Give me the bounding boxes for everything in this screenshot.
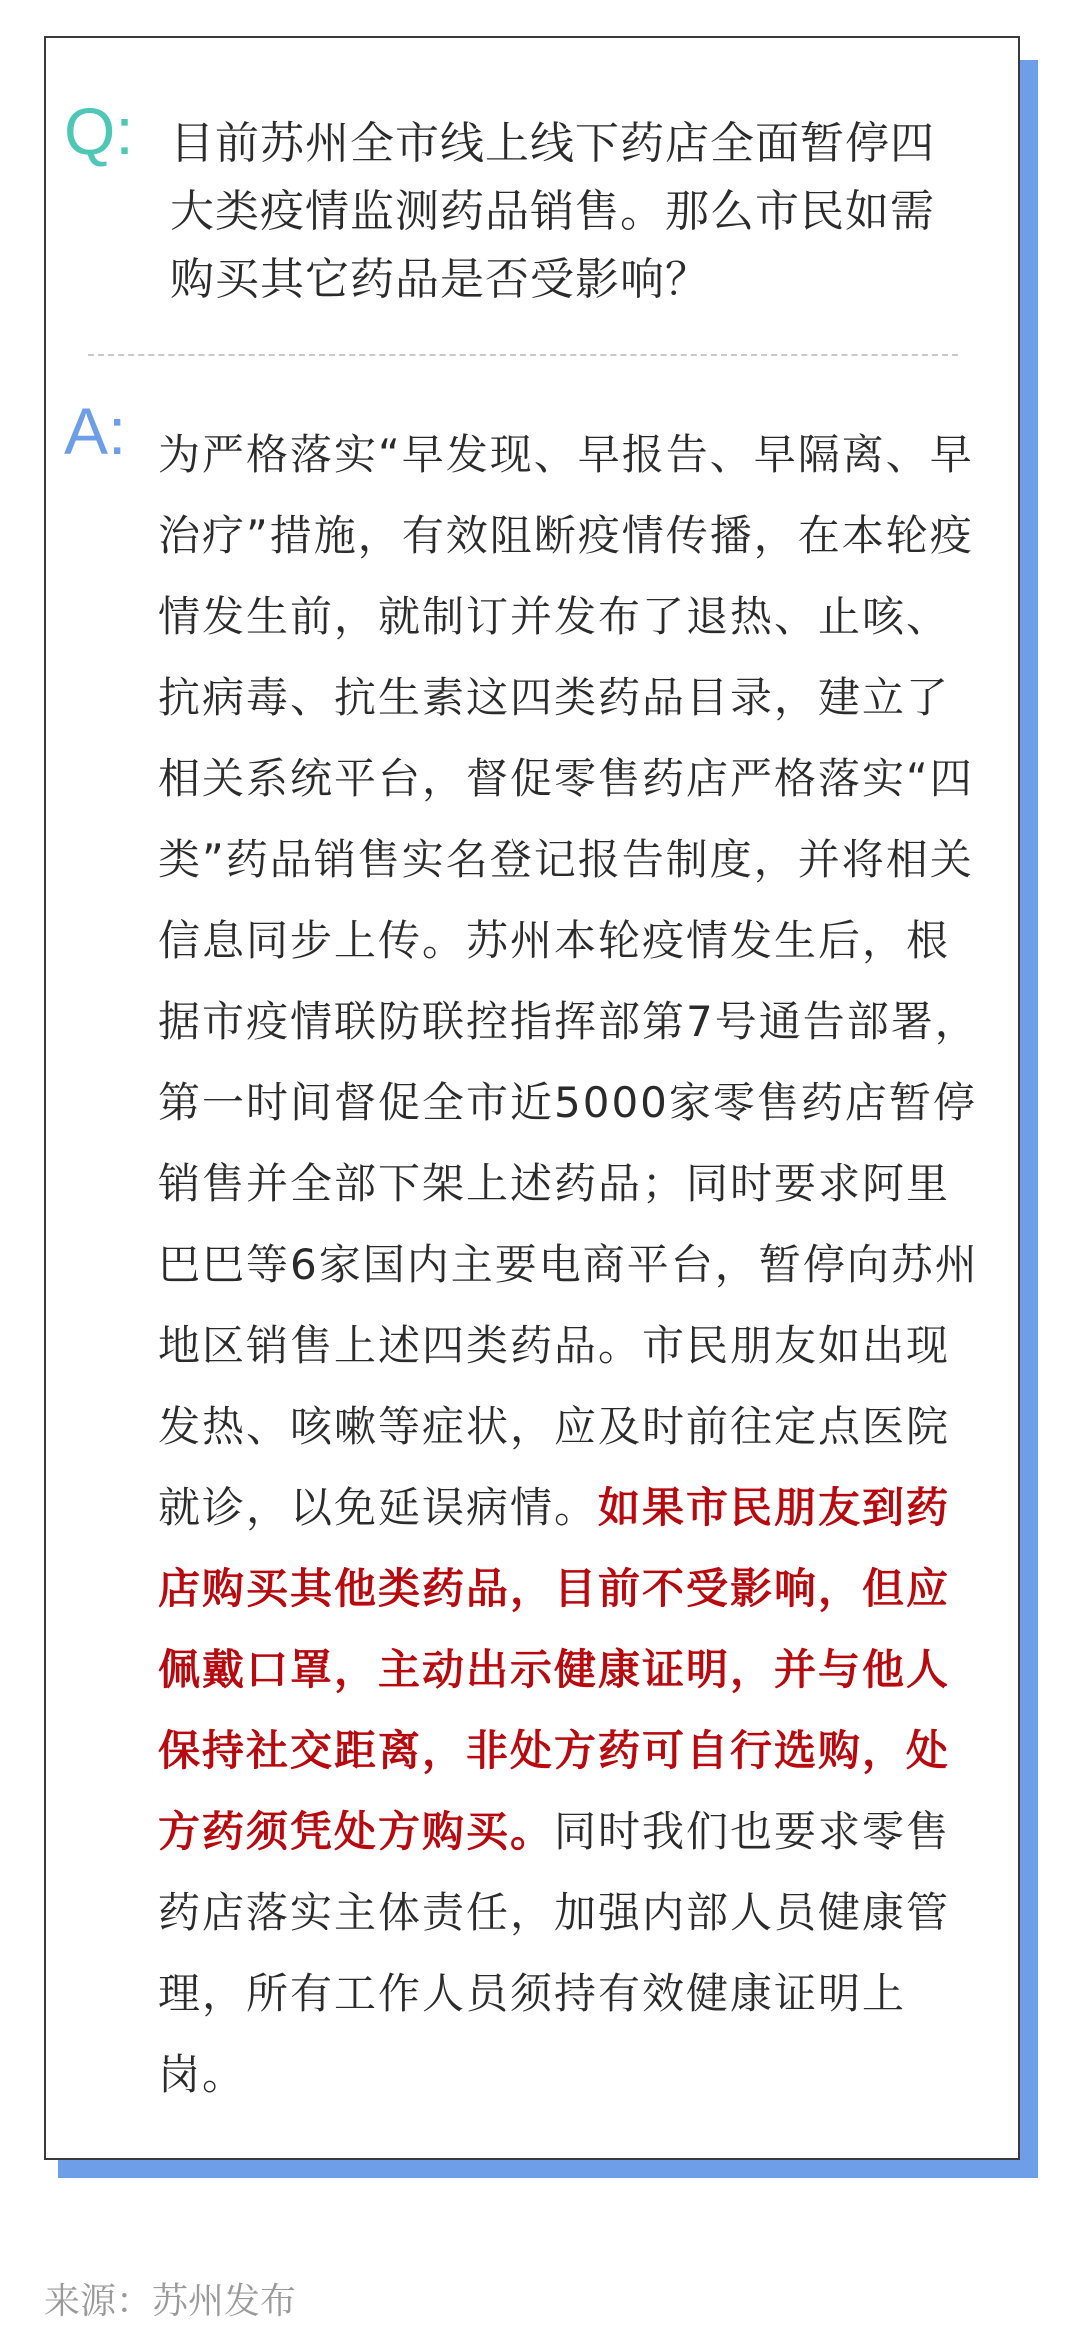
- answer-part-1: 为严格落实“早发现、早报告、早隔离、早治疗”措施，有效阻断疫情传播，在本轮疫情发生前，就制订并发布了退热、止咳、抗病毒、抗生素这四类药品目录，建立了相关系统平台，督促零售药店严格落实“四类”药品销售实名登记报告制度，并将相关信息同步上传。苏州本轮疫情发生后，根据市疫情联防联控指挥部第7号通告部署，第一时间督促全市近5000家零售药店暂停销售并全部下架上述药品；同时要求阿里巴巴等6家国内主要电商平台，暂停向苏州地区销售上述四类药品。市民朋友如出现发热、咳嗽等症状，应及时前往定点医院就诊，以免延误病情。: [158, 430, 979, 1532]
- answer-highlight: 如果市民朋友到药店购买其他类药品，目前不受影响，但应佩戴口罩，主动出示健康证明，并与他人保持社交距离，非处方药可自行选购，处方药须凭处方购买。: [158, 1483, 951, 1856]
- source-credit: 来源：苏州发布: [44, 2281, 297, 2322]
- answer-text: [158, 414, 982, 2115]
- answer-mark-label: A:: [64, 394, 127, 468]
- dashed-divider: [88, 354, 958, 356]
- question-text: 目前苏州全市线上线下药店全面暂停四大类疫情监测药品销售。那么市民如需购买其它药品是否受影响？: [170, 118, 935, 305]
- answer-part-2: 同时我们也要求零售药店落实主体责任，加强内部人员健康管理，所有工作人员须持有效健康证明上岗。: [158, 1807, 951, 2099]
- question-mark-label: Q:: [64, 94, 134, 168]
